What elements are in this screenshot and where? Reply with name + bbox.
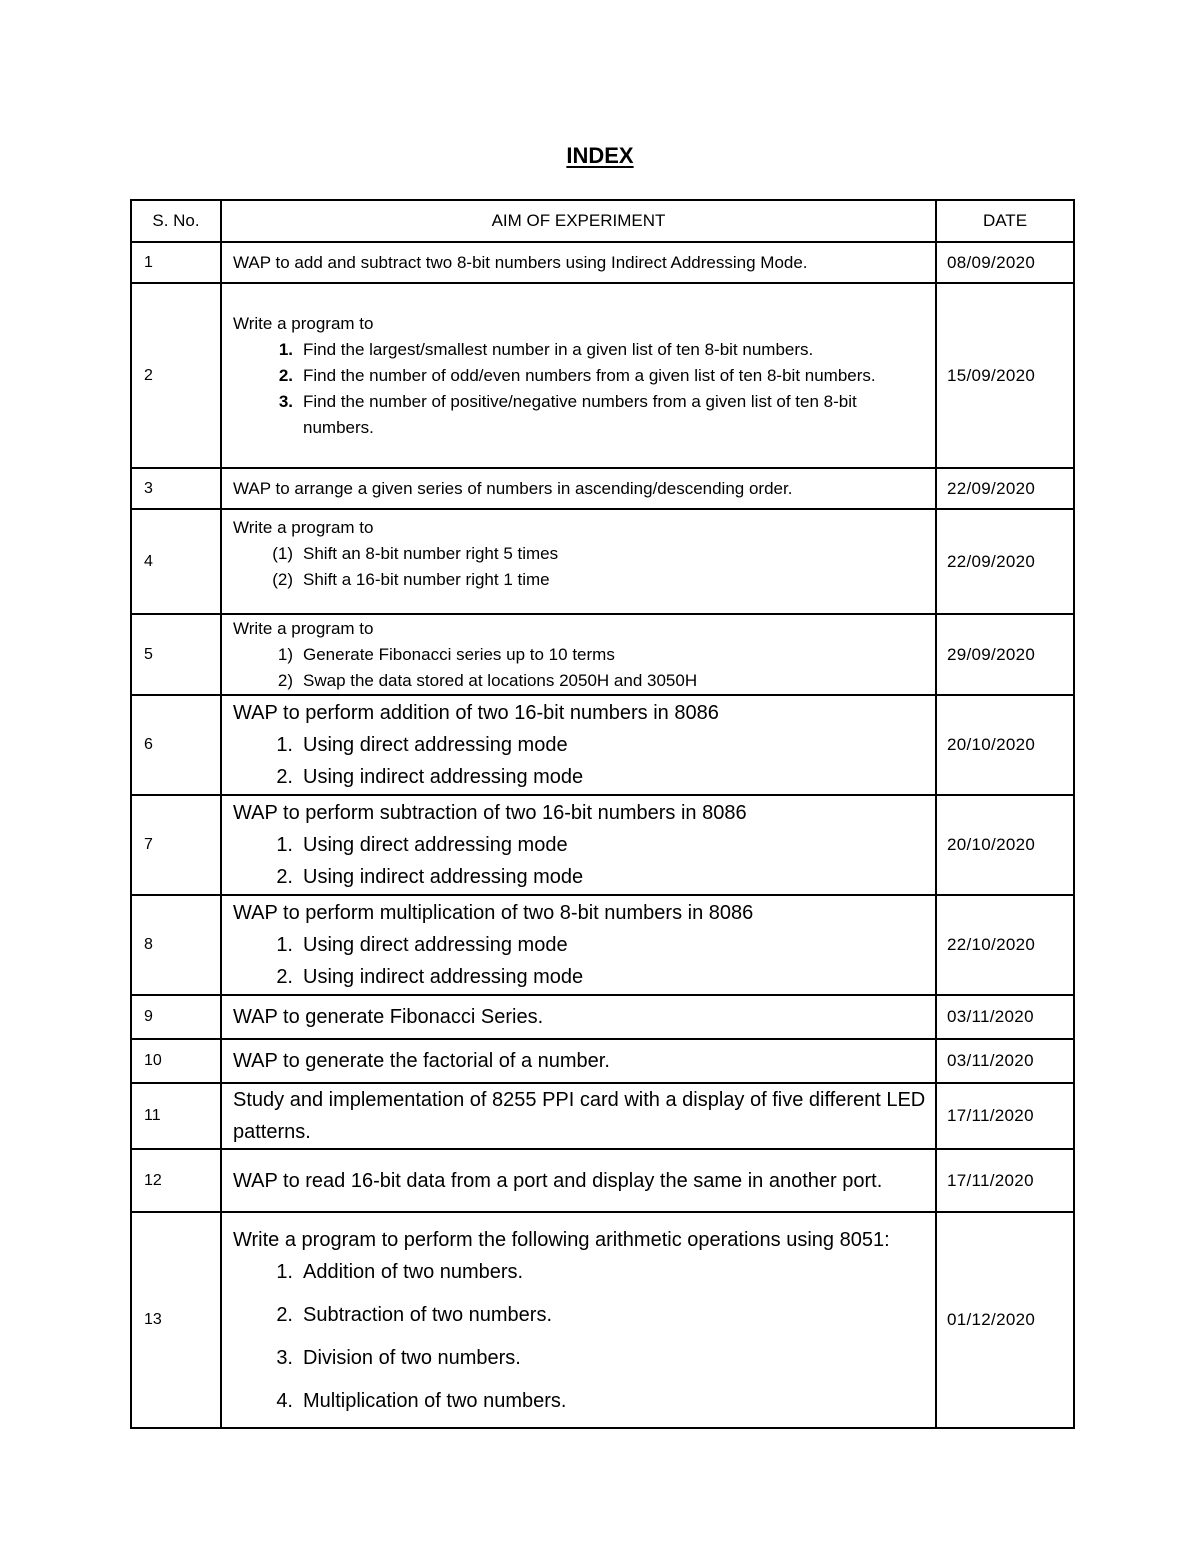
list-marker: 1. [276, 834, 293, 856]
aim-cell [221, 695, 936, 795]
aim-cell [221, 1039, 936, 1083]
aim-list-item [233, 861, 935, 893]
date-cell: 17/11/2020 [936, 1149, 1074, 1212]
list-marker: (1) [272, 544, 293, 563]
row-number: 6 [131, 695, 221, 795]
aim-list-item [233, 929, 935, 961]
header-row [131, 200, 1074, 242]
list-text: Swap the data stored at locations 2050H and 3050H [303, 670, 698, 690]
aim-cell [221, 1212, 936, 1428]
list-text: Using direct addressing mode [303, 834, 568, 856]
table-row [131, 283, 1074, 468]
table-row [131, 1149, 1074, 1212]
table-row [131, 995, 1074, 1039]
list-marker: 3. [278, 391, 293, 411]
row-number: 3 [131, 468, 221, 509]
list-text: Using direct addressing mode [303, 934, 568, 956]
table-row [131, 614, 1074, 695]
aim-text: WAP to perform addition of two 16-bit numbers in 8086 [233, 702, 719, 724]
date-cell: 20/10/2020 [936, 695, 1074, 795]
list-marker: 2. [276, 966, 293, 988]
aim-text: WAP to perform multiplication of two 8-bit numbers in 8086 [233, 902, 754, 924]
date-cell: 22/09/2020 [936, 509, 1074, 614]
aim-list-item [233, 567, 935, 593]
row-number: 7 [131, 795, 221, 895]
row-number: 9 [131, 995, 221, 1039]
list-marker: 1. [276, 1260, 293, 1283]
list-marker: 2) [277, 670, 293, 690]
list-text: Find the number of odd/even numbers from a given list of ten 8-bit numbers. [303, 365, 876, 385]
aim-cell [221, 1083, 936, 1149]
list-marker: 1. [276, 734, 293, 756]
row-number: 8 [131, 895, 221, 995]
list-text: Multiplication of two numbers. [303, 1389, 567, 1412]
date-cell: 15/09/2020 [936, 283, 1074, 468]
aim-list [233, 929, 935, 993]
aim-list-item [233, 337, 935, 363]
table-row [131, 242, 1074, 283]
aim-list-item [233, 363, 935, 389]
aim-text: Write a program to [233, 618, 374, 638]
aim-list-item [233, 1342, 935, 1374]
aim-list-item [233, 541, 935, 567]
date-cell: 17/11/2020 [936, 1083, 1074, 1149]
header-sno: S. No. [131, 200, 221, 242]
date-cell: 22/10/2020 [936, 895, 1074, 995]
list-marker: 2. [276, 1303, 293, 1326]
date-cell: 08/09/2020 [936, 242, 1074, 283]
aim-cell [221, 283, 936, 468]
date-cell: 03/11/2020 [936, 995, 1074, 1039]
page-title [0, 143, 1200, 169]
index-table [130, 199, 1075, 1429]
aim-cell [221, 895, 936, 995]
list-text: Using indirect addressing mode [303, 766, 584, 788]
aim-list-item [233, 829, 935, 861]
aim-text: WAP to read 16-bit data from a port and display the same in another port. [233, 1169, 883, 1192]
aim-cell [221, 242, 936, 283]
aim-cell [221, 795, 936, 895]
table-row [131, 1039, 1074, 1083]
aim-text: Write a program to perform the following arithmetic operations using 8051: [233, 1228, 890, 1251]
aim-text: Study and implementation of 8255 PPI card with a display of five different LED patterns. [233, 1089, 926, 1143]
list-text: Shift an 8-bit number right 5 times [303, 544, 559, 563]
list-marker: (2) [272, 570, 293, 589]
list-marker: 4. [276, 1389, 293, 1412]
list-text: Using indirect addressing mode [303, 866, 584, 888]
table-row [131, 468, 1074, 509]
date-cell: 22/09/2020 [936, 468, 1074, 509]
row-number: 11 [131, 1083, 221, 1149]
aim-list [233, 541, 935, 593]
aim-list [233, 337, 935, 441]
aim-list [233, 729, 935, 793]
list-marker: 1. [278, 339, 293, 359]
aim-text: WAP to add and subtract two 8-bit numbers using Indirect Addressing Mode. [233, 252, 808, 272]
table-row [131, 1083, 1074, 1149]
list-text: Find the largest/smallest number in a given list of ten 8-bit numbers. [303, 339, 814, 359]
aim-cell [221, 468, 936, 509]
list-text: Generate Fibonacci series up to 10 terms [303, 644, 615, 664]
aim-list-item [233, 1299, 935, 1331]
list-marker: 2. [278, 365, 293, 385]
aim-cell [221, 509, 936, 614]
aim-text: Write a program to [233, 518, 374, 537]
aim-text: Write a program to [233, 313, 374, 333]
row-number: 13 [131, 1212, 221, 1428]
title-text: INDEX [566, 143, 634, 168]
table-row [131, 695, 1074, 795]
aim-cell [221, 995, 936, 1039]
aim-list-item [233, 729, 935, 761]
list-marker: 1. [276, 934, 293, 956]
list-marker: 2. [276, 766, 293, 788]
aim-text: WAP to perform subtraction of two 16-bit numbers in 8086 [233, 802, 747, 824]
table-row [131, 1212, 1074, 1428]
row-number: 12 [131, 1149, 221, 1212]
list-text: Subtraction of two numbers. [303, 1303, 553, 1326]
date-cell: 03/11/2020 [936, 1039, 1074, 1083]
list-marker: 2. [276, 866, 293, 888]
date-cell: 20/10/2020 [936, 795, 1074, 895]
table-row [131, 895, 1074, 995]
aim-list-item [233, 668, 935, 694]
table-row [131, 509, 1074, 614]
header-date: DATE [936, 200, 1074, 242]
list-text: Using direct addressing mode [303, 734, 568, 756]
list-text: Find the number of positive/negative numbers from a given list of ten 8-bit numbers. [303, 391, 857, 437]
row-number: 5 [131, 614, 221, 695]
aim-cell [221, 1149, 936, 1212]
aim-text: WAP to generate the factorial of a number. [233, 1050, 610, 1072]
aim-list-item [233, 642, 935, 668]
aim-list [233, 642, 935, 694]
aim-list-item [233, 1256, 935, 1288]
list-marker: 3. [276, 1346, 293, 1369]
aim-cell [221, 614, 936, 695]
aim-list [233, 1256, 935, 1417]
aim-text: WAP to arrange a given series of numbers in ascending/descending order. [233, 478, 793, 498]
list-text: Addition of two numbers. [303, 1260, 524, 1283]
list-text: Division of two numbers. [303, 1346, 521, 1369]
row-number: 4 [131, 509, 221, 614]
aim-list-item [233, 389, 935, 441]
header-aim: AIM OF EXPERIMENT [221, 200, 936, 242]
aim-text: WAP to generate Fibonacci Series. [233, 1006, 544, 1028]
date-cell: 01/12/2020 [936, 1212, 1074, 1428]
aim-list-item [233, 961, 935, 993]
aim-list-item [233, 761, 935, 793]
list-text: Shift a 16-bit number right 1 time [303, 570, 550, 589]
row-number: 10 [131, 1039, 221, 1083]
list-text: Using indirect addressing mode [303, 966, 584, 988]
row-number: 2 [131, 283, 221, 468]
list-marker: 1) [277, 644, 293, 664]
aim-list-item [233, 1385, 935, 1417]
row-number: 1 [131, 242, 221, 283]
aim-list [233, 829, 935, 893]
table-row [131, 795, 1074, 895]
date-cell: 29/09/2020 [936, 614, 1074, 695]
